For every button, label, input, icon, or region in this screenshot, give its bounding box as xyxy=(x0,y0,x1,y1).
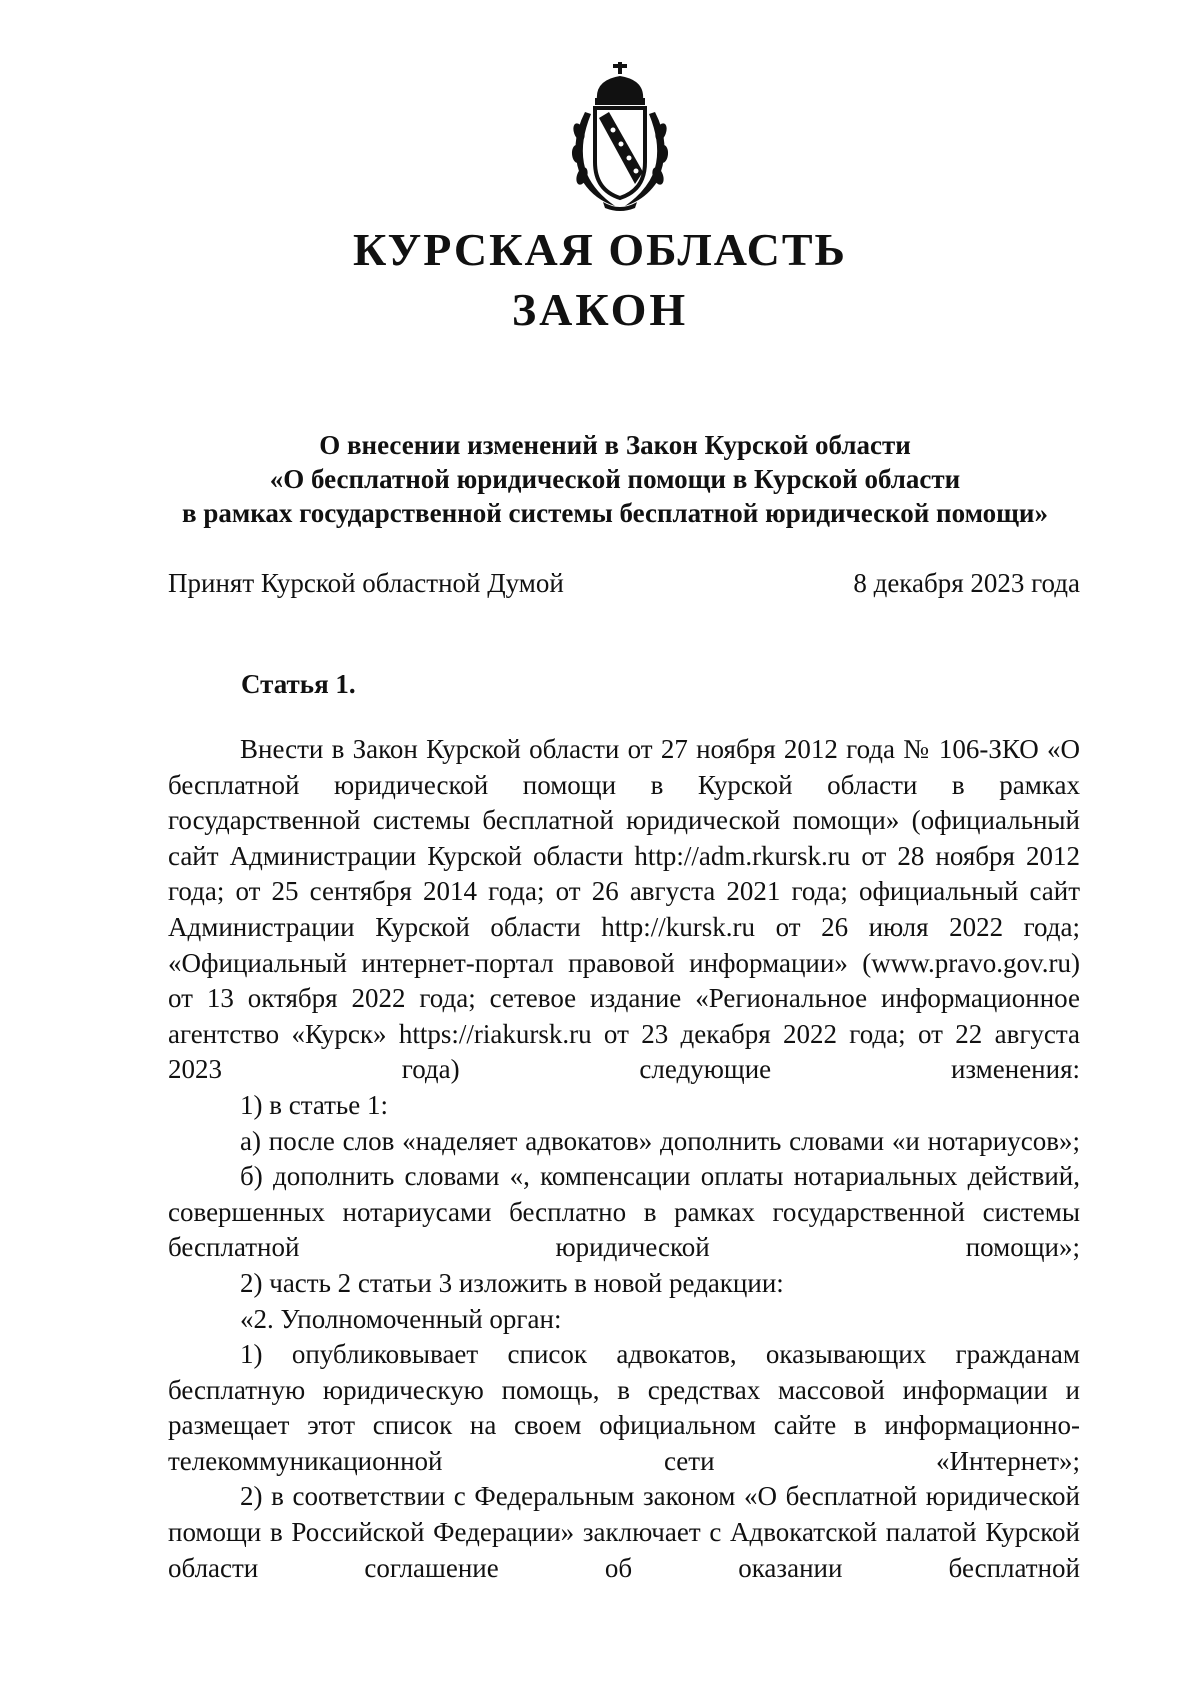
paragraph: 2) в соответствии с Федеральным законом «О бесплатной юридической помощи в Российской Федерации» заключает с Адвокатской палатой Курской области соглашение об оказании бесплатной xyxy=(168,1481,1080,1583)
paragraph: 1) опубликовывает список адвокатов, оказывающих гражданам бесплатную юридическую помощь, в средствах массовой информации и размещает этот список на своем официальном сайте в информационно-телекоммуникационной сети «Интернет»; xyxy=(168,1339,1080,1476)
law-title-line: О внесении изменений в Закон Курской области xyxy=(319,430,911,460)
article-heading: Статья 1. xyxy=(241,669,356,699)
paragraph: б) дополнить словами «, компенсации оплаты нотариальных действий, совершенных нотариусами бесплатно в рамках государственной системы бесплатной юридической помощи»; xyxy=(168,1161,1080,1263)
paragraph: 2) часть 2 статьи 3 изложить в новой редакции: xyxy=(240,1267,784,1298)
paragraph: Внести в Закон Курской области от 27 ноября 2012 года № 106-ЗКО «О бесплатной юридической помощи в Курской области в рамках государственной системы бесплатной юридической помощи» (официальный сайт Администрации Курской области http://adm.rkursk.ru от 28 ноября 2012 года; от 25 сентября 2014 года; от 26 августа 2021 года; официальный сайт Администрации Курской области http://kursk.ru от 26 июля 2022 года; «Официальный интернет-портал правовой информации» (www.pravo.gov.ru) от 13 октября 2022 года; сетевое издание «Региональное информационное агентство «Курск» https://riakursk.ru от 23 декабря 2022 года; от 22 августа 2023 года) следующие изменения: xyxy=(168,734,1080,1085)
adoption-date: 8 декабря 2023 года xyxy=(853,568,1080,598)
paragraph: 1) в статье 1: xyxy=(240,1089,388,1120)
law-title xyxy=(150,428,1080,530)
coat-of-arms-icon xyxy=(565,62,675,212)
adopted-by: Принят Курской областной Думой xyxy=(168,568,564,598)
law-title-line: «О бесплатной юридической помощи в Курской области xyxy=(269,464,961,494)
paragraph: а) после слов «наделяет адвокатов» дополнить словами «и нотариусов»; xyxy=(240,1125,1080,1156)
document-type-heading: ЗАКОН xyxy=(511,284,689,335)
region-heading: КУРСКАЯ ОБЛАСТЬ xyxy=(353,224,847,275)
paragraph: «2. Уполномоченный орган: xyxy=(240,1303,562,1334)
article-body xyxy=(168,732,1080,1586)
law-title-line: в рамках государственной системы бесплатной юридической помощи» xyxy=(181,498,1048,528)
